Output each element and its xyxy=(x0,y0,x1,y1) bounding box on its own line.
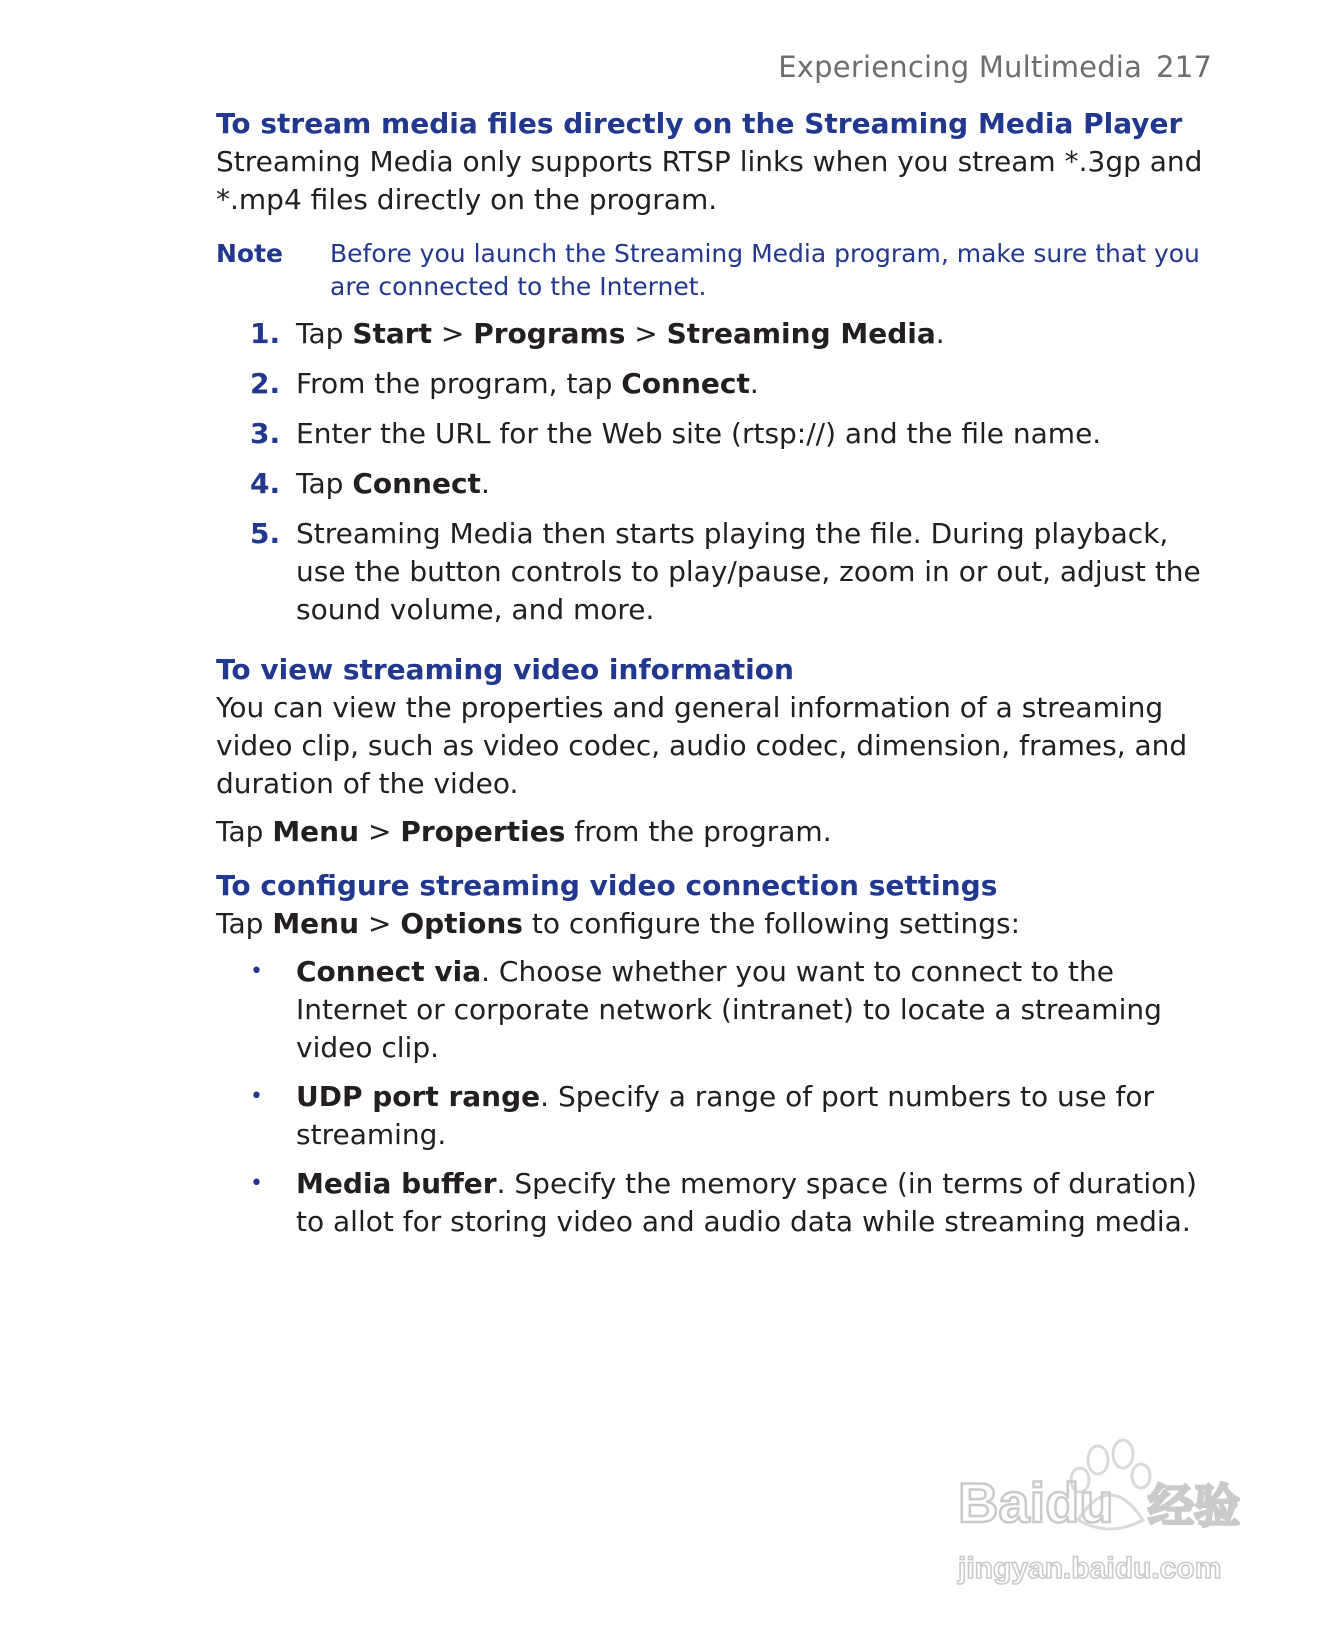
bullet-icon: • xyxy=(250,1084,263,1109)
bullet-icon: • xyxy=(250,1171,263,1196)
step-number: 2. xyxy=(250,367,281,400)
setting-text: UDP port range. Specify a range of port numbers to use for streaming. xyxy=(296,1080,1155,1151)
heading-config: To configure streaming video connection settings xyxy=(216,869,998,902)
stream-intro: Streaming Media only supports RTSP links when you stream *.3gp and *.mp4 files directly on the program. xyxy=(216,145,1203,216)
config-tap-instruction: Tap Menu > Options to configure the following settings: xyxy=(216,907,1021,940)
step-item xyxy=(216,365,1226,403)
watermark-cn: 经验 xyxy=(1148,1479,1240,1533)
note-box xyxy=(216,237,1226,303)
heading-info: To view streaming video information xyxy=(216,653,794,686)
step-number: 3. xyxy=(250,417,281,450)
running-header xyxy=(778,50,1212,84)
heading-stream: To stream media files directly on the Streaming Media Player xyxy=(216,107,1183,140)
list-item xyxy=(216,953,1226,1067)
list-item xyxy=(216,1165,1226,1241)
watermark-url: jingyan.baidu.com xyxy=(958,1552,1222,1585)
step-number: 1. xyxy=(250,317,281,350)
step-text: Tap Start > Programs > Streaming Media. xyxy=(296,317,945,350)
setting-text: Connect via. Choose whether you want to connect to the Internet or corporate network (intranet) to locate a streaming video clip. xyxy=(296,955,1162,1064)
baidu-watermark-logo xyxy=(948,1420,1268,1595)
step-text: Tap Connect. xyxy=(296,467,490,500)
section-title: Experiencing Multimedia xyxy=(778,50,1143,84)
watermark-brand: Baidu xyxy=(958,1471,1114,1534)
step-item xyxy=(216,315,1226,353)
step-number: 5. xyxy=(250,517,281,550)
info-body: You can view the properties and general information of a streaming video clip, such as video codec, audio codec, dimension, frames, and duration of the video. xyxy=(216,691,1188,800)
note-label: Note xyxy=(216,239,284,268)
page-number: 217 xyxy=(1156,50,1212,84)
step-number: 4. xyxy=(250,467,281,500)
note-text: Before you launch the Streaming Media program, make sure that you are connected to the Internet. xyxy=(330,239,1200,301)
step-item xyxy=(216,465,1226,503)
page-content xyxy=(216,105,1226,1252)
settings-list xyxy=(216,953,1226,1241)
step-text: From the program, tap Connect. xyxy=(296,367,759,400)
steps-list xyxy=(216,315,1226,629)
step-text: Enter the URL for the Web site (rtsp://) and the file name. xyxy=(296,417,1102,450)
bullet-icon: • xyxy=(250,959,263,984)
info-tap-instruction: Tap Menu > Properties from the program. xyxy=(216,815,832,848)
step-item xyxy=(216,415,1226,453)
setting-text: Media buffer. Specify the memory space (in terms of duration) to allot for storing video and audio data while streaming media. xyxy=(296,1167,1197,1238)
list-item xyxy=(216,1078,1226,1154)
step-text: Streaming Media then starts playing the file. During playback, use the button controls to play/pause, zoom in or out, adjust the sound volume, and more. xyxy=(296,517,1201,626)
step-item xyxy=(216,515,1226,629)
